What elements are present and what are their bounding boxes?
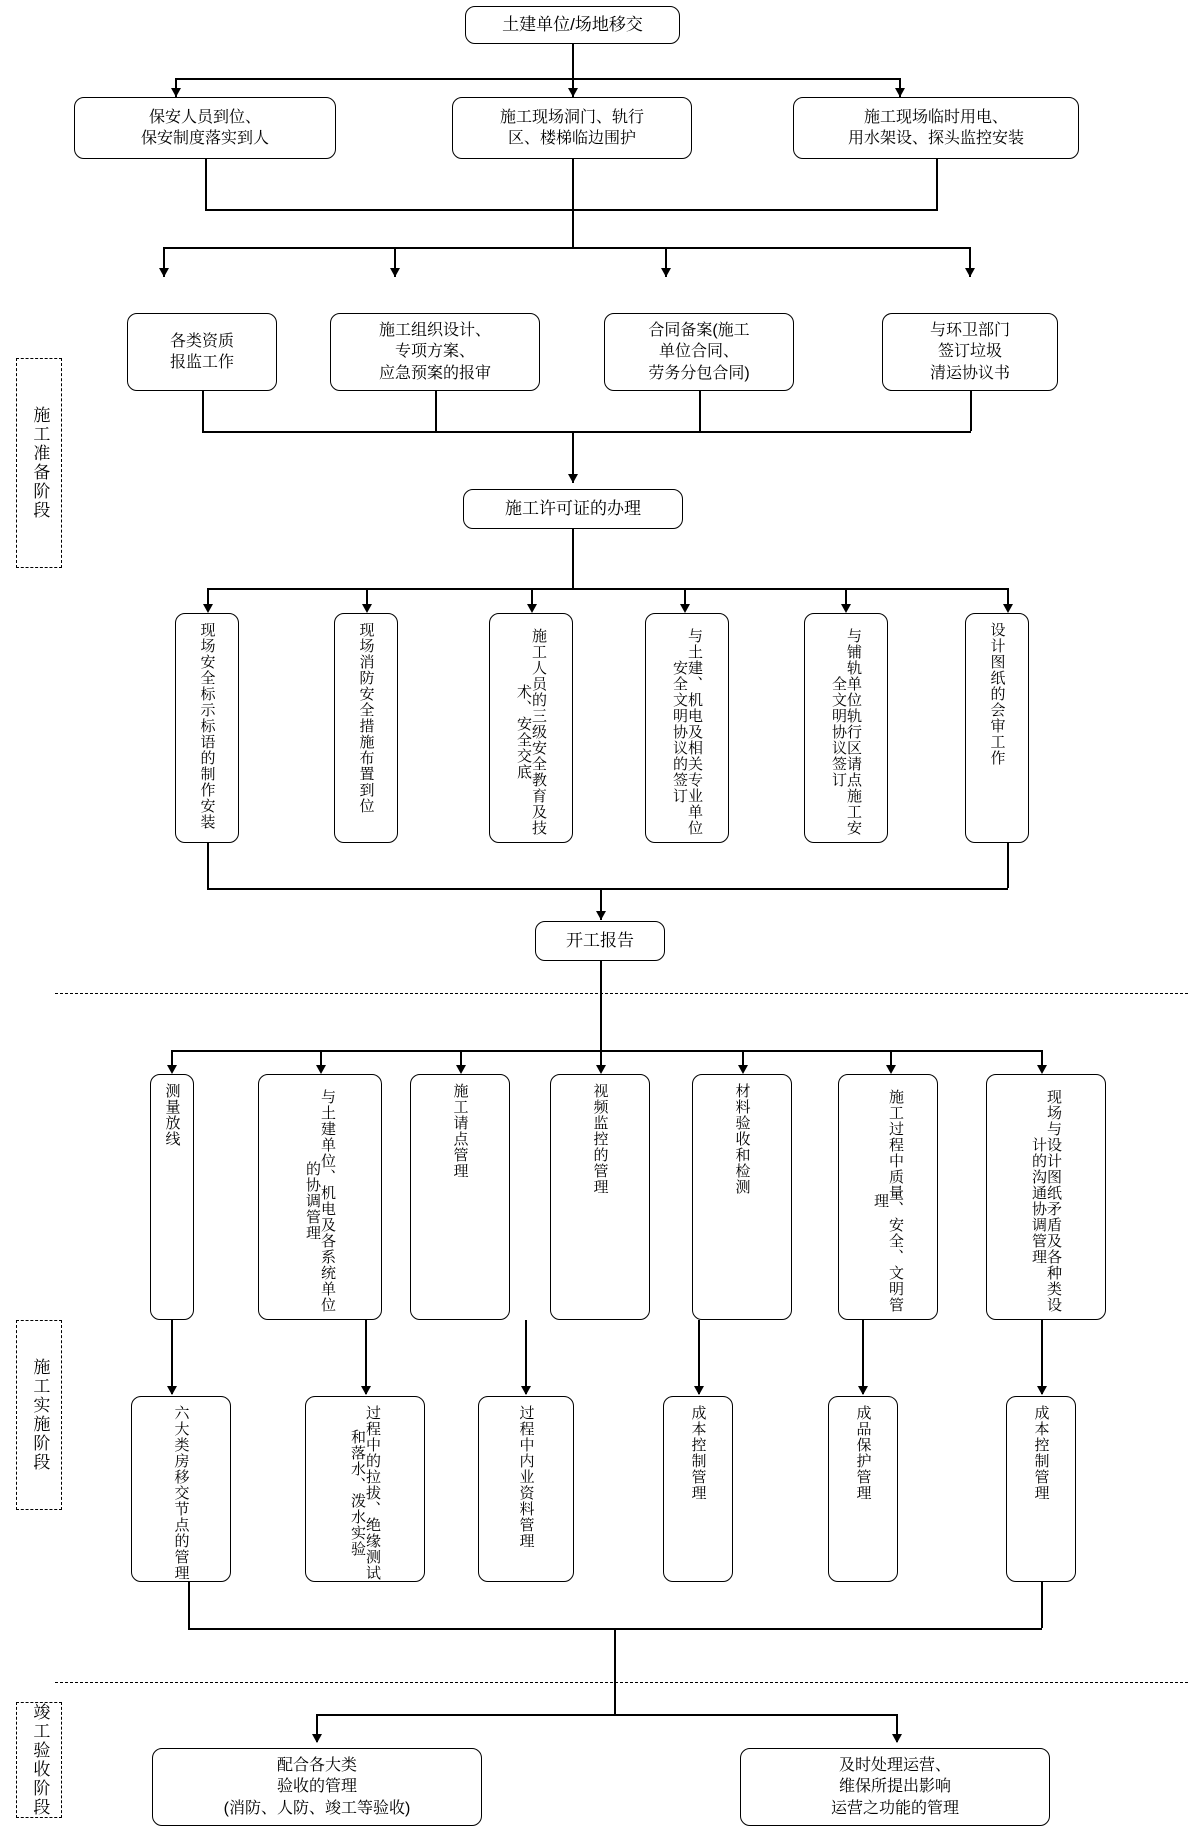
connector [207, 843, 209, 888]
connector [1007, 843, 1009, 888]
arrow-head [661, 268, 671, 277]
connector [699, 391, 701, 431]
node-row3-3: 与土建、机电及相关专业单位安全文明协议的签订 [645, 613, 729, 843]
arrow-head [1037, 1386, 1047, 1395]
connector [365, 1320, 367, 1394]
node-row2-2 [604, 313, 794, 391]
arrow-head [596, 1065, 606, 1074]
node-row2-3 [882, 313, 1058, 391]
arrow-head [886, 1065, 896, 1074]
node-text: 配合各大类 验收的管理 (消防、人防、竣工等验收) [223, 1757, 411, 1817]
arrow-head [159, 268, 169, 277]
node-text: 施工现场洞门、轨行 区、楼梯临边围护 [499, 108, 644, 147]
connector [175, 78, 900, 80]
arrow-head [316, 1065, 326, 1074]
stage-label-prep: 施工准备阶段 [16, 358, 62, 568]
node-row4-1: 与土建单位、机电及各系统单位的协调管理 [258, 1074, 382, 1320]
arrow-head [361, 1386, 371, 1395]
connector [572, 159, 574, 209]
connector [171, 1320, 173, 1394]
stage-label-accept: 竣工验收阶段 [16, 1702, 62, 1818]
connector [698, 1320, 700, 1394]
connector [207, 588, 1007, 590]
connector [970, 391, 972, 431]
arrow-head [167, 1065, 177, 1074]
connector [525, 1320, 527, 1394]
connector [862, 1320, 864, 1394]
node-row3-1: 现场消防安全措施布置到位 [334, 613, 398, 843]
node-text: 合同备案(施工 单位合同、 劳务分包合同) [648, 322, 750, 382]
node-title: 土建单位/场地移交 [465, 6, 680, 44]
arrow-head [841, 604, 851, 613]
node-row2-1 [330, 313, 540, 391]
node-row3-2: 施工人员的三级安全教育及技术、安全交底 [489, 613, 573, 843]
stage-label-impl: 施工实施阶段 [16, 1320, 62, 1510]
node-row2-0 [127, 313, 277, 391]
node-start-report: 开工报告 [535, 921, 665, 961]
node-row5-3: 成本控制管理 [663, 1396, 733, 1582]
connector [188, 1582, 190, 1628]
arrow-head [521, 1386, 531, 1395]
connector [600, 961, 602, 1050]
stage-separator-2 [55, 1682, 1188, 1683]
arrow-head [203, 604, 213, 613]
node-text: 施工现场临时用电、 用水架设、探头监控安装 [847, 108, 1024, 147]
node-row4-6: 现场与设计图纸矛盾及各种类设计的沟通协调管理 [986, 1074, 1106, 1320]
node-row5-2: 过程中内业资料管理 [478, 1396, 574, 1582]
node-row4-5: 施工过程中质量、安全、文明管理 [838, 1074, 938, 1320]
connector [207, 888, 1008, 890]
connector [614, 1628, 616, 1714]
connector [202, 431, 971, 433]
node-row5-0: 六大类房移交节点的管理 [131, 1396, 231, 1582]
arrow-head [694, 1386, 704, 1395]
node-row1-0 [74, 97, 336, 159]
node-row4-0: 测量放线 [150, 1074, 194, 1320]
node-row3-5: 设计图纸的会审工作 [965, 613, 1029, 843]
connector [572, 44, 574, 78]
connector [316, 1714, 896, 1716]
connector [936, 159, 938, 209]
node-row1-1 [452, 97, 692, 159]
connector [1041, 1582, 1043, 1628]
node-text: 与环卫部门 签订垃圾 清运协议书 [929, 322, 1010, 382]
node-row6-1 [740, 1748, 1050, 1826]
node-text: 保安人员到位、 保安制度落实到人 [140, 108, 269, 147]
node-row4-3: 视频监控的管理 [550, 1074, 650, 1320]
arrow-head [895, 88, 905, 97]
node-row4-4: 材料验收和检测 [692, 1074, 792, 1320]
connector [1041, 1320, 1043, 1394]
arrow-head [568, 474, 578, 483]
arrow-head [390, 268, 400, 277]
node-row3-4: 与铺轨单位轨行区请点施工安全文明协议签订 [804, 613, 888, 843]
arrow-head [596, 911, 606, 920]
arrow-head [858, 1386, 868, 1395]
stage-separator-1 [55, 993, 1188, 994]
connector [572, 209, 574, 247]
node-row4-2: 施工请点管理 [410, 1074, 510, 1320]
node-row6-0 [152, 1748, 482, 1826]
arrow-head [965, 268, 975, 277]
arrow-head [362, 604, 372, 613]
connector [171, 1050, 1041, 1052]
arrow-head [892, 1734, 902, 1743]
node-text: 施工组织设计、 专项方案、 应急预案的报审 [378, 322, 491, 382]
arrow-head [568, 88, 578, 97]
connector [435, 391, 437, 431]
node-row5-4: 成品保护管理 [828, 1396, 898, 1582]
node-text: 及时处理运营、 维保所提出影响 运营之功能的管理 [830, 1757, 959, 1817]
node-text: 各类资质 报监工作 [169, 332, 234, 371]
connector [202, 391, 204, 431]
node-row3-0: 现场安全标示标语的制作安装 [175, 613, 239, 843]
connector [163, 247, 970, 249]
arrow-head [312, 1734, 322, 1743]
arrow-head [171, 88, 181, 97]
arrow-head [738, 1065, 748, 1074]
node-row1-2 [793, 97, 1079, 159]
arrow-head [167, 1386, 177, 1395]
node-row5-5: 成本控制管理 [1006, 1396, 1076, 1582]
arrow-head [527, 604, 537, 613]
connector [572, 529, 574, 588]
arrow-head [680, 604, 690, 613]
arrow-head [1003, 604, 1013, 613]
connector [205, 159, 207, 209]
node-row5-1: 过程中的拉拔、绝缘测试和落水、泼水实验 [305, 1396, 425, 1582]
arrow-head [456, 1065, 466, 1074]
arrow-head [1037, 1065, 1047, 1074]
node-permit: 施工许可证的办理 [463, 489, 683, 529]
